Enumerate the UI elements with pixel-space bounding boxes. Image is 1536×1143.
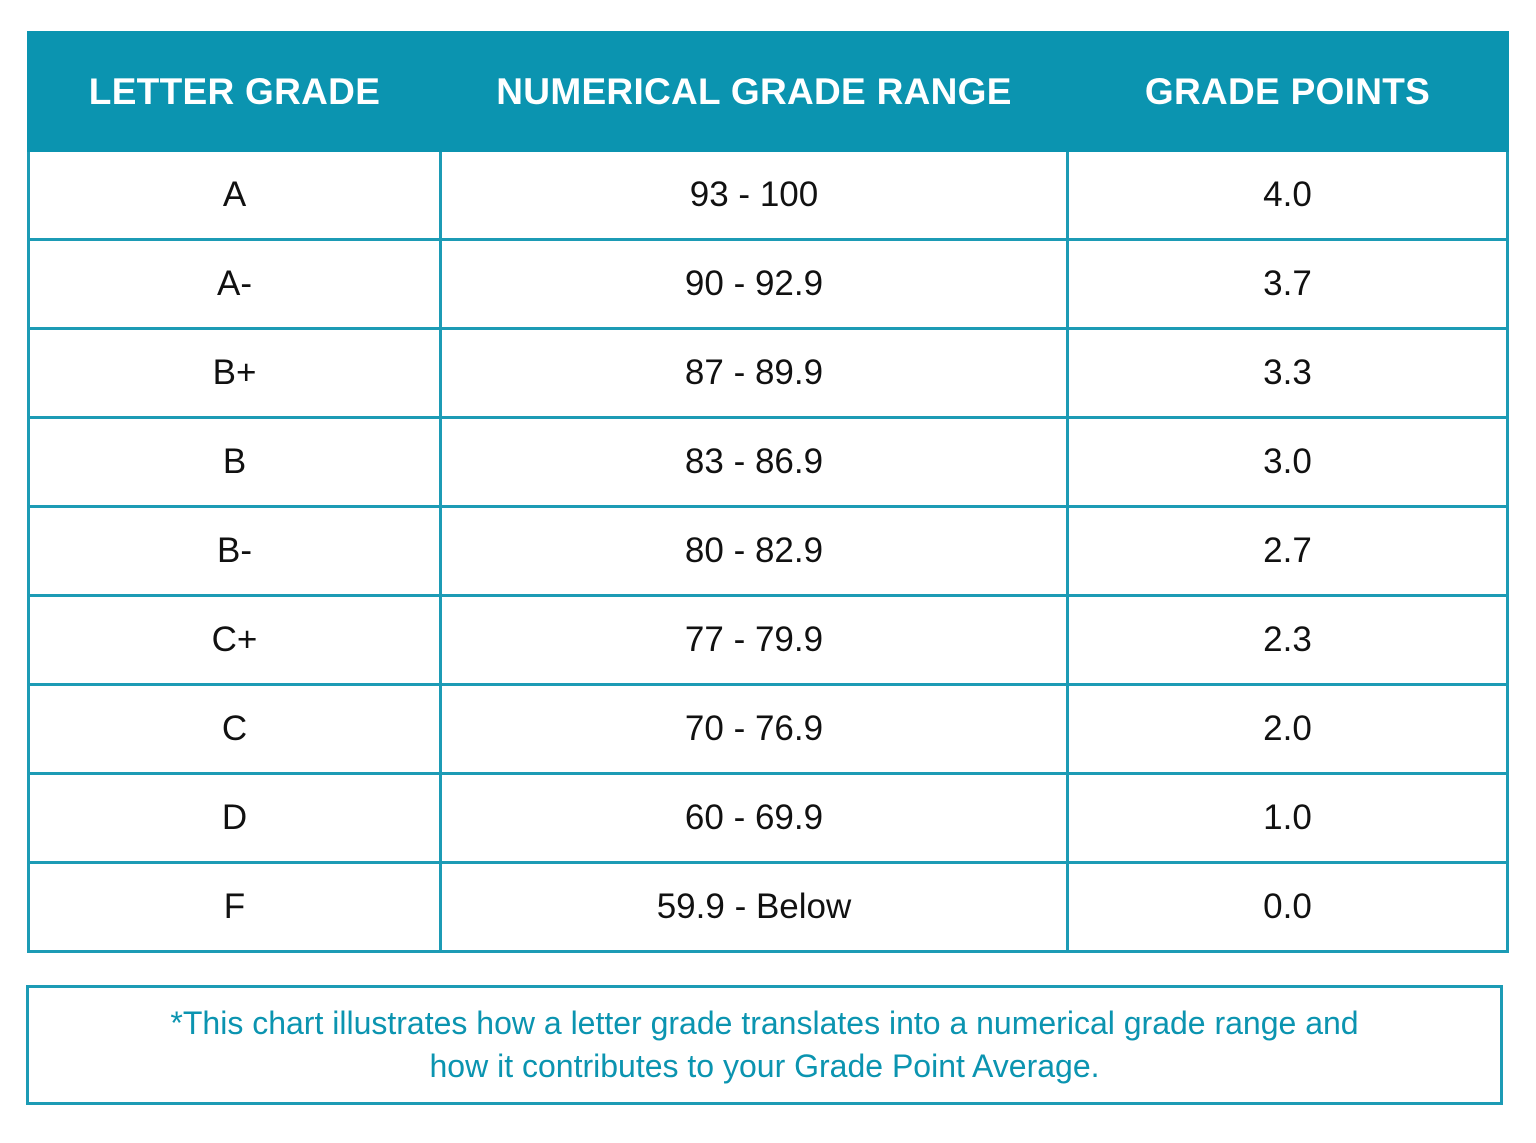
table-row [29, 240, 1508, 329]
header-grade-points: GRADE POINTS [1068, 33, 1508, 151]
grade-range-cell: 77 - 79.9 [441, 596, 1068, 685]
grade-points-cell: 0.0 [1068, 863, 1508, 952]
grade-range-cell: 70 - 76.9 [441, 685, 1068, 774]
grade-points-cell: 2.7 [1068, 507, 1508, 596]
grade-range-cell: 83 - 86.9 [441, 418, 1068, 507]
table-body [29, 151, 1508, 952]
letter-grade-cell: A [29, 151, 441, 240]
footnote-line-1: *This chart illustrates how a letter grade translates into a numerical grade range and [170, 1005, 1359, 1041]
header-letter-grade: LETTER GRADE [29, 33, 441, 151]
grade-points-cell: 3.3 [1068, 329, 1508, 418]
grade-range-cell: 87 - 89.9 [441, 329, 1068, 418]
footnote-line-2: how it contributes to your Grade Point Average. [429, 1048, 1100, 1084]
grade-range-cell: 60 - 69.9 [441, 774, 1068, 863]
letter-grade-cell: C+ [29, 596, 441, 685]
footnote-text [75, 1002, 1455, 1088]
grade-points-cell: 3.7 [1068, 240, 1508, 329]
grade-range-cell: 93 - 100 [441, 151, 1068, 240]
letter-grade-cell: D [29, 774, 441, 863]
grade-points-cell: 1.0 [1068, 774, 1508, 863]
grade-points-cell: 2.0 [1068, 685, 1508, 774]
grade-points-cell: 4.0 [1068, 151, 1508, 240]
grade-range-cell: 59.9 - Below [441, 863, 1068, 952]
grade-points-cell: 3.0 [1068, 418, 1508, 507]
letter-grade-cell: A- [29, 240, 441, 329]
table-row [29, 863, 1508, 952]
letter-grade-cell: F [29, 863, 441, 952]
header-row [29, 33, 1508, 151]
grade-range-cell: 80 - 82.9 [441, 507, 1068, 596]
letter-grade-cell: B- [29, 507, 441, 596]
table-row [29, 774, 1508, 863]
footnote-box [26, 985, 1503, 1105]
grade-range-cell: 90 - 92.9 [441, 240, 1068, 329]
letter-grade-cell: B+ [29, 329, 441, 418]
table-row [29, 596, 1508, 685]
table-row [29, 329, 1508, 418]
table-row [29, 507, 1508, 596]
table-header [29, 33, 1508, 151]
table-row [29, 418, 1508, 507]
grade-table [27, 31, 1509, 953]
letter-grade-cell: B [29, 418, 441, 507]
grade-points-cell: 2.3 [1068, 596, 1508, 685]
table-row [29, 151, 1508, 240]
table-row [29, 685, 1508, 774]
letter-grade-cell: C [29, 685, 441, 774]
header-numerical-grade-range: NUMERICAL GRADE RANGE [441, 33, 1068, 151]
